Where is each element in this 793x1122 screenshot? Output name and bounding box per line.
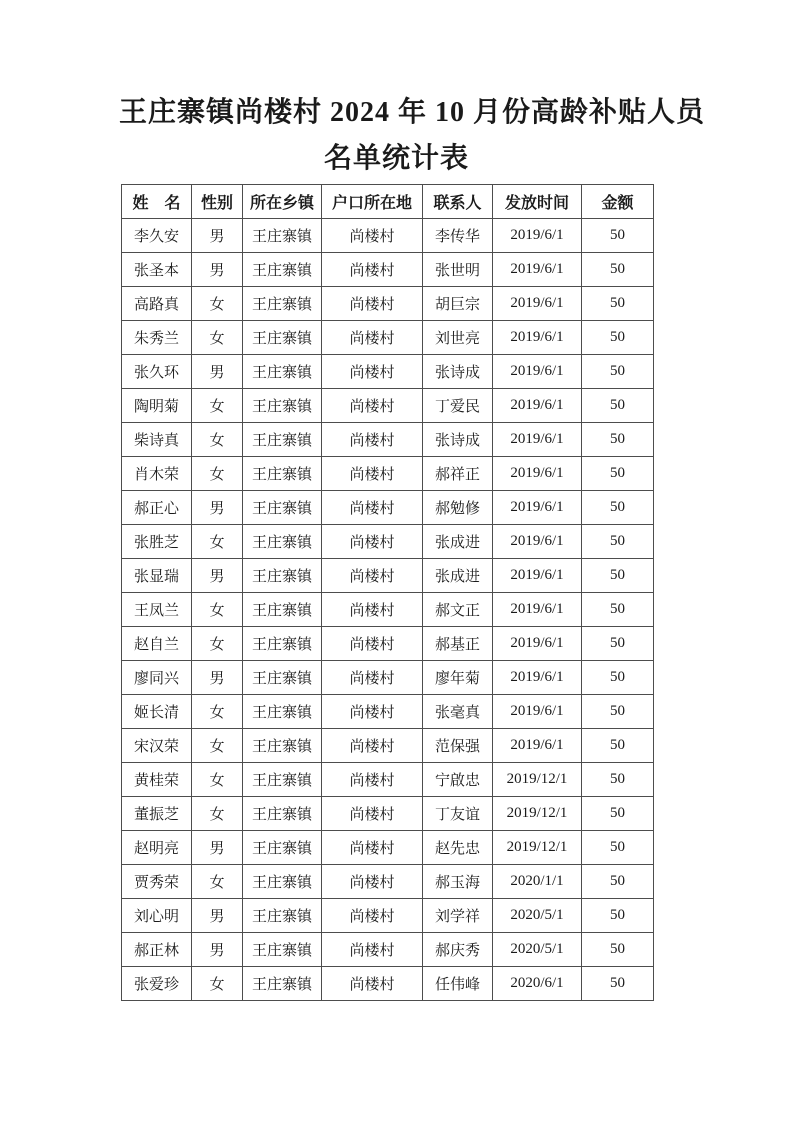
cell-issue-date: 2020/5/1 — [493, 933, 582, 967]
cell-gender: 男 — [192, 661, 243, 695]
cell-issue-date: 2019/6/1 — [493, 457, 582, 491]
cell-gender: 女 — [192, 457, 243, 491]
cell-township: 王庄寨镇 — [243, 423, 322, 457]
cell-gender: 女 — [192, 627, 243, 661]
cell-name: 廖同兴 — [122, 661, 192, 695]
cell-issue-date: 2019/6/1 — [493, 423, 582, 457]
cell-contact: 李传华 — [423, 219, 493, 253]
column-header-issue-date: 发放时间 — [493, 185, 582, 219]
cell-amount: 50 — [582, 525, 654, 559]
cell-issue-date: 2019/6/1 — [493, 661, 582, 695]
cell-household-location: 尚楼村 — [322, 593, 423, 627]
cell-township: 王庄寨镇 — [243, 321, 322, 355]
cell-contact: 张成进 — [423, 559, 493, 593]
cell-name: 张久环 — [122, 355, 192, 389]
column-header-amount: 金额 — [582, 185, 654, 219]
cell-amount: 50 — [582, 865, 654, 899]
cell-gender: 男 — [192, 355, 243, 389]
table-header-row — [122, 185, 654, 219]
cell-issue-date: 2019/6/1 — [493, 253, 582, 287]
cell-household-location: 尚楼村 — [322, 389, 423, 423]
cell-name: 肖木荣 — [122, 457, 192, 491]
cell-name: 姬长清 — [122, 695, 192, 729]
table-row — [122, 865, 654, 899]
cell-household-location: 尚楼村 — [322, 967, 423, 1001]
table-row — [122, 525, 654, 559]
table-row — [122, 253, 654, 287]
cell-township: 王庄寨镇 — [243, 593, 322, 627]
cell-issue-date: 2019/6/1 — [493, 627, 582, 661]
cell-issue-date: 2019/6/1 — [493, 321, 582, 355]
cell-amount: 50 — [582, 457, 654, 491]
cell-contact: 刘学祥 — [423, 899, 493, 933]
cell-issue-date: 2019/12/1 — [493, 797, 582, 831]
table-row — [122, 967, 654, 1001]
cell-household-location: 尚楼村 — [322, 457, 423, 491]
cell-issue-date: 2019/6/1 — [493, 491, 582, 525]
cell-household-location: 尚楼村 — [322, 831, 423, 865]
table-row — [122, 287, 654, 321]
cell-amount: 50 — [582, 423, 654, 457]
cell-township: 王庄寨镇 — [243, 729, 322, 763]
table-row — [122, 491, 654, 525]
document-title-line-2: 名单统计表 — [323, 143, 469, 174]
table-row — [122, 831, 654, 865]
cell-household-location: 尚楼村 — [322, 933, 423, 967]
cell-township: 王庄寨镇 — [243, 763, 322, 797]
cell-township: 王庄寨镇 — [243, 695, 322, 729]
cell-contact: 刘世亮 — [423, 321, 493, 355]
cell-township: 王庄寨镇 — [243, 831, 322, 865]
cell-issue-date: 2019/6/1 — [493, 525, 582, 559]
cell-name: 高路真 — [122, 287, 192, 321]
cell-contact: 丁友谊 — [423, 797, 493, 831]
cell-issue-date: 2020/1/1 — [493, 865, 582, 899]
cell-gender: 女 — [192, 695, 243, 729]
cell-gender: 女 — [192, 865, 243, 899]
cell-gender: 女 — [192, 389, 243, 423]
cell-contact: 郝庆秀 — [423, 933, 493, 967]
cell-gender: 女 — [192, 423, 243, 457]
cell-issue-date: 2019/12/1 — [493, 831, 582, 865]
cell-amount: 50 — [582, 695, 654, 729]
cell-household-location: 尚楼村 — [322, 661, 423, 695]
cell-township: 王庄寨镇 — [243, 355, 322, 389]
cell-issue-date: 2019/6/1 — [493, 389, 582, 423]
cell-contact: 张世明 — [423, 253, 493, 287]
cell-gender: 男 — [192, 831, 243, 865]
cell-gender: 女 — [192, 729, 243, 763]
cell-township: 王庄寨镇 — [243, 253, 322, 287]
cell-issue-date: 2019/12/1 — [493, 763, 582, 797]
cell-contact: 丁爱民 — [423, 389, 493, 423]
table-row — [122, 899, 654, 933]
cell-contact: 郝基正 — [423, 627, 493, 661]
cell-name: 郝正心 — [122, 491, 192, 525]
column-header-name: 姓 名 — [122, 185, 192, 219]
cell-township: 王庄寨镇 — [243, 899, 322, 933]
cell-household-location: 尚楼村 — [322, 797, 423, 831]
cell-amount: 50 — [582, 491, 654, 525]
cell-name: 贾秀荣 — [122, 865, 192, 899]
cell-amount: 50 — [582, 321, 654, 355]
cell-issue-date: 2019/6/1 — [493, 593, 582, 627]
cell-amount: 50 — [582, 729, 654, 763]
column-header-household-location: 户口所在地 — [322, 185, 423, 219]
cell-name: 柴诗真 — [122, 423, 192, 457]
cell-issue-date: 2020/6/1 — [493, 967, 582, 1001]
cell-contact: 张诗成 — [423, 423, 493, 457]
cell-name: 陶明菊 — [122, 389, 192, 423]
cell-contact: 张诗成 — [423, 355, 493, 389]
cell-amount: 50 — [582, 389, 654, 423]
table-body — [122, 219, 654, 1001]
cell-household-location: 尚楼村 — [322, 423, 423, 457]
cell-name: 张胜芝 — [122, 525, 192, 559]
cell-contact: 赵先忠 — [423, 831, 493, 865]
column-header-gender: 性别 — [192, 185, 243, 219]
cell-township: 王庄寨镇 — [243, 627, 322, 661]
cell-township: 王庄寨镇 — [243, 559, 322, 593]
table-row — [122, 423, 654, 457]
cell-amount: 50 — [582, 355, 654, 389]
cell-amount: 50 — [582, 593, 654, 627]
cell-gender: 女 — [192, 525, 243, 559]
cell-household-location: 尚楼村 — [322, 729, 423, 763]
cell-household-location: 尚楼村 — [322, 321, 423, 355]
cell-issue-date: 2020/5/1 — [493, 899, 582, 933]
cell-township: 王庄寨镇 — [243, 389, 322, 423]
cell-township: 王庄寨镇 — [243, 967, 322, 1001]
cell-household-location: 尚楼村 — [322, 355, 423, 389]
cell-township: 王庄寨镇 — [243, 865, 322, 899]
table-row — [122, 321, 654, 355]
cell-amount: 50 — [582, 559, 654, 593]
cell-gender: 女 — [192, 287, 243, 321]
cell-gender: 男 — [192, 559, 243, 593]
table-row — [122, 219, 654, 253]
table-row — [122, 797, 654, 831]
cell-amount: 50 — [582, 287, 654, 321]
cell-household-location: 尚楼村 — [322, 525, 423, 559]
cell-household-location: 尚楼村 — [322, 219, 423, 253]
document-title-line-1: 王庄寨镇尚楼村 2024 年 10 月份高龄补贴人员 — [119, 97, 706, 128]
cell-amount: 50 — [582, 899, 654, 933]
cell-issue-date: 2019/6/1 — [493, 219, 582, 253]
column-header-township: 所在乡镇 — [243, 185, 322, 219]
cell-contact: 廖年菊 — [423, 661, 493, 695]
cell-name: 赵明亮 — [122, 831, 192, 865]
cell-name: 张显瑞 — [122, 559, 192, 593]
cell-name: 朱秀兰 — [122, 321, 192, 355]
cell-gender: 女 — [192, 321, 243, 355]
cell-name: 宋汉荣 — [122, 729, 192, 763]
cell-household-location: 尚楼村 — [322, 763, 423, 797]
cell-township: 王庄寨镇 — [243, 219, 322, 253]
cell-amount: 50 — [582, 797, 654, 831]
cell-contact: 张成进 — [423, 525, 493, 559]
cell-contact: 张毫真 — [423, 695, 493, 729]
cell-township: 王庄寨镇 — [243, 457, 322, 491]
document-title — [119, 90, 706, 182]
cell-name: 刘心明 — [122, 899, 192, 933]
cell-issue-date: 2019/6/1 — [493, 695, 582, 729]
cell-gender: 男 — [192, 491, 243, 525]
cell-household-location: 尚楼村 — [322, 559, 423, 593]
cell-name: 黄桂荣 — [122, 763, 192, 797]
table-row — [122, 593, 654, 627]
table-row — [122, 763, 654, 797]
cell-gender: 女 — [192, 797, 243, 831]
cell-issue-date: 2019/6/1 — [493, 559, 582, 593]
cell-household-location: 尚楼村 — [322, 253, 423, 287]
cell-name: 王凤兰 — [122, 593, 192, 627]
cell-contact: 郝文正 — [423, 593, 493, 627]
cell-gender: 男 — [192, 933, 243, 967]
cell-gender: 男 — [192, 253, 243, 287]
cell-amount: 50 — [582, 763, 654, 797]
table-row — [122, 661, 654, 695]
cell-contact: 胡巨宗 — [423, 287, 493, 321]
table-row — [122, 559, 654, 593]
cell-contact: 任伟峰 — [423, 967, 493, 1001]
cell-gender: 女 — [192, 593, 243, 627]
cell-name: 赵自兰 — [122, 627, 192, 661]
table-row — [122, 627, 654, 661]
cell-name: 李久安 — [122, 219, 192, 253]
cell-amount: 50 — [582, 831, 654, 865]
table-row — [122, 729, 654, 763]
table-row — [122, 695, 654, 729]
subsidy-roster-table — [121, 184, 654, 1001]
cell-amount: 50 — [582, 253, 654, 287]
cell-contact: 范保强 — [423, 729, 493, 763]
cell-household-location: 尚楼村 — [322, 695, 423, 729]
column-header-contact: 联系人 — [423, 185, 493, 219]
cell-household-location: 尚楼村 — [322, 865, 423, 899]
cell-township: 王庄寨镇 — [243, 661, 322, 695]
cell-name: 张圣本 — [122, 253, 192, 287]
cell-contact: 郝勉修 — [423, 491, 493, 525]
cell-household-location: 尚楼村 — [322, 287, 423, 321]
cell-contact: 郝祥正 — [423, 457, 493, 491]
cell-gender: 女 — [192, 967, 243, 1001]
cell-gender: 男 — [192, 219, 243, 253]
cell-township: 王庄寨镇 — [243, 797, 322, 831]
cell-township: 王庄寨镇 — [243, 287, 322, 321]
table-row — [122, 933, 654, 967]
table-row — [122, 389, 654, 423]
cell-issue-date: 2019/6/1 — [493, 287, 582, 321]
cell-issue-date: 2019/6/1 — [493, 355, 582, 389]
cell-township: 王庄寨镇 — [243, 933, 322, 967]
cell-amount: 50 — [582, 627, 654, 661]
cell-contact: 郝玉海 — [423, 865, 493, 899]
cell-household-location: 尚楼村 — [322, 899, 423, 933]
cell-contact: 宁啟忠 — [423, 763, 493, 797]
table-row — [122, 457, 654, 491]
cell-name: 张爱珍 — [122, 967, 192, 1001]
cell-township: 王庄寨镇 — [243, 525, 322, 559]
cell-amount: 50 — [582, 661, 654, 695]
cell-household-location: 尚楼村 — [322, 627, 423, 661]
cell-township: 王庄寨镇 — [243, 491, 322, 525]
table-row — [122, 355, 654, 389]
cell-household-location: 尚楼村 — [322, 491, 423, 525]
cell-issue-date: 2019/6/1 — [493, 729, 582, 763]
cell-gender: 女 — [192, 763, 243, 797]
cell-amount: 50 — [582, 933, 654, 967]
cell-gender: 男 — [192, 899, 243, 933]
cell-name: 郝正林 — [122, 933, 192, 967]
cell-amount: 50 — [582, 219, 654, 253]
cell-amount: 50 — [582, 967, 654, 1001]
cell-name: 董振芝 — [122, 797, 192, 831]
